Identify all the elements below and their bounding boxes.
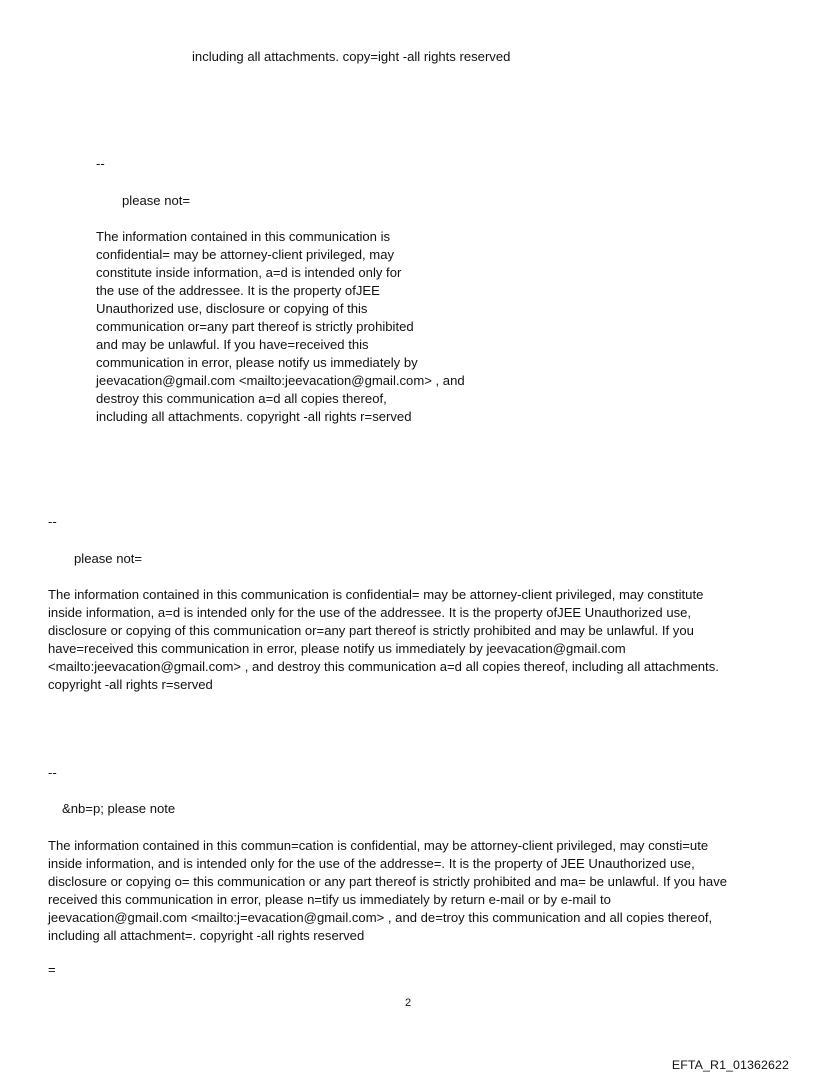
notice-2-line: have=received this communication in error, please notify us immediately by jeevacation@gmail.com bbox=[48, 641, 626, 656]
notice-3-line: The information contained in this commun=cation is confidential, may be attorney-client privileged, may consti=ute bbox=[48, 838, 709, 853]
notice-2-line: disclosure or copying of this communication or=any part thereof is strictly prohibited and may be unlawful. If you bbox=[48, 623, 694, 638]
notice-1-line: confidential= may be attorney-client privileged, may bbox=[96, 247, 395, 262]
notice-1-line: communication in error, please notify us immediately by bbox=[96, 355, 418, 370]
notice-2-line: <mailto:jeevacation@gmail.com> , and destroy this communication a=d all copies thereof, including all attachments. bbox=[48, 659, 719, 674]
notice-3-line: received this communication in error, please n=tify us immediately by return e-mail or by e-mail to bbox=[48, 892, 611, 907]
notice-1-line: jeevacation@gmail.com <mailto:jeevacation@gmail.com> , and bbox=[96, 373, 465, 388]
notice-3-line: jeevacation@gmail.com <mailto:j=evacation@gmail.com> , and de=troy this communication and all copies thereof, bbox=[48, 910, 713, 925]
notice-body-3 bbox=[48, 837, 727, 945]
notice-2-line: copyright -all rights r=served bbox=[48, 677, 213, 692]
notice-body-2 bbox=[48, 586, 719, 694]
notice-1-line: destroy this communication a=d all copies thereof, bbox=[96, 391, 387, 406]
notice-heading-2: please not= bbox=[74, 551, 143, 566]
separator-2: -- bbox=[48, 514, 57, 529]
notice-body-1 bbox=[96, 228, 465, 426]
notice-heading-3: &nb=p; please note bbox=[62, 801, 176, 816]
notice-1-line: and may be unlawful. If you have=received this bbox=[96, 337, 369, 352]
top-line: including all attachments. copy=ight -all rights reserved bbox=[192, 49, 511, 64]
notice-1-line: communication or=any part thereof is strictly prohibited bbox=[96, 319, 414, 334]
trailing-mark: = bbox=[48, 962, 56, 977]
notice-heading-1: please not= bbox=[122, 193, 191, 208]
notice-2-line: The information contained in this communication is confidential= may be attorney-client privileged, may constitute bbox=[48, 587, 704, 602]
notice-1-line: Unauthorized use, disclosure or copying of this bbox=[96, 301, 368, 316]
notice-2-line: inside information, a=d is intended only for the use of the addressee. It is the property ofJEE Unauthorized use, bbox=[48, 605, 692, 620]
notice-3-line: disclosure or copying o= this communication or any part thereof is strictly prohibited and ma= be unlawful. If you have bbox=[48, 874, 728, 889]
document-id: EFTA_R1_01362622 bbox=[671, 1058, 789, 1072]
notice-1-line: including all attachments. copyright -all rights r=served bbox=[96, 409, 412, 424]
notice-3-line: including all attachment=. copyright -all rights reserved bbox=[48, 928, 365, 943]
notice-1-line: the use of the addressee. It is the property ofJEE bbox=[96, 283, 380, 298]
separator-1: -- bbox=[96, 156, 105, 171]
separator-3: -- bbox=[48, 765, 57, 780]
notice-1-line: The information contained in this communication is bbox=[96, 229, 391, 244]
notice-3-line: inside information, and is intended only for the use of the addresse=. It is the property of JEE Unauthorized use, bbox=[48, 856, 695, 871]
notice-1-line: constitute inside information, a=d is intended only for bbox=[96, 265, 402, 280]
page-number: 2 bbox=[404, 997, 412, 1009]
